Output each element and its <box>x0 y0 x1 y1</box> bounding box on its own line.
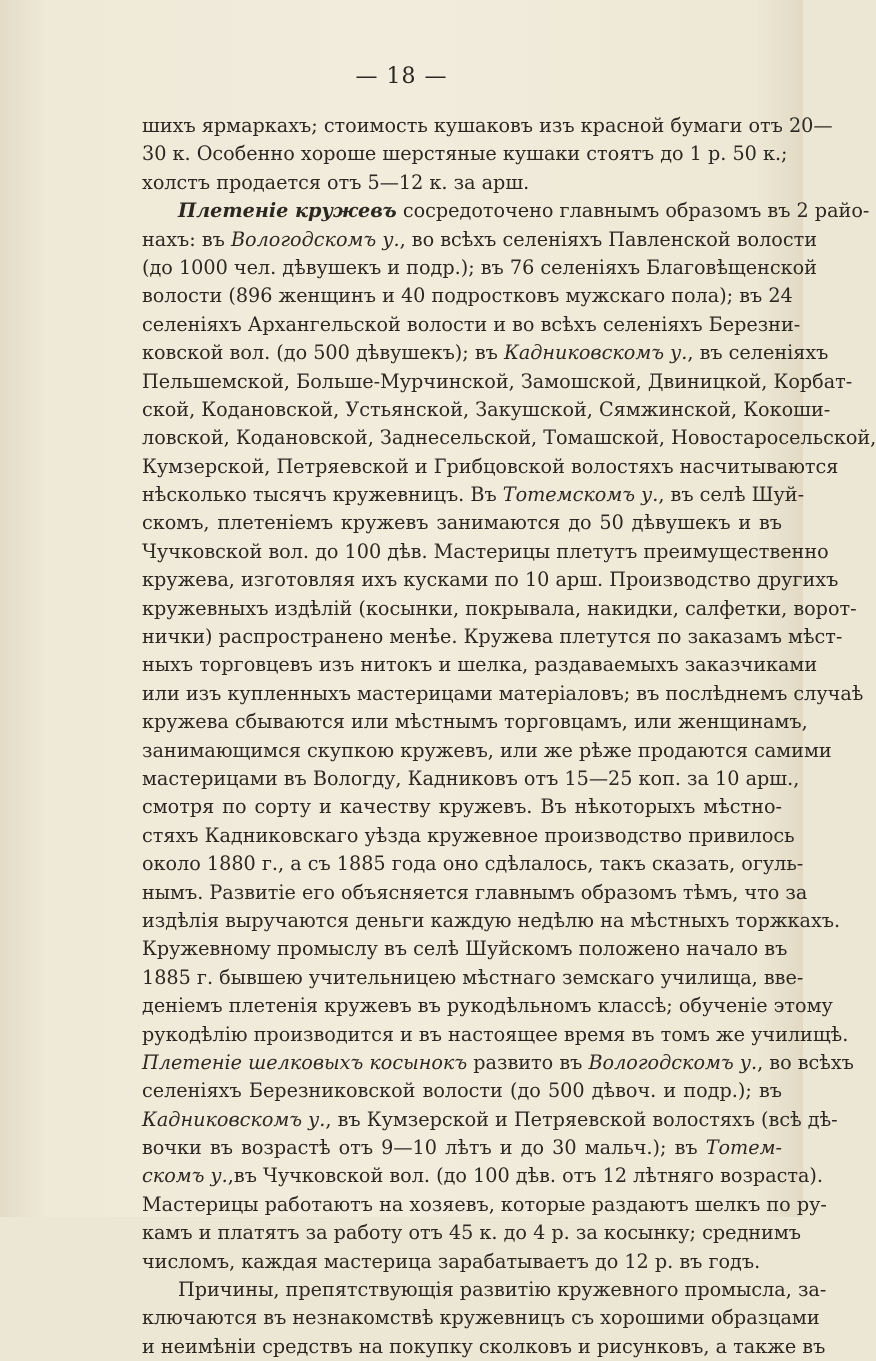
text-line: стяхъ Кадниковскаго уѣзда кружевное производство привилось <box>142 823 795 847</box>
text-line: кружева, изготовляя ихъ кусками по 10 арш. Производство другихъ <box>142 568 839 592</box>
text-line: Плетеніе кружевъ сосредоточено главнымъ образомъ въ 2 райо- <box>178 199 870 223</box>
text-line: кружева сбываются или мѣстнымъ торговцамъ, или женщинамъ, <box>142 710 808 734</box>
text-line: Причины, препятствующія развитію кружевного промысла, за- <box>178 1278 827 1302</box>
text-line: (до 1000 чел. дѣвушекъ и подр.); въ 76 селеніяхъ Благовѣщенской <box>142 255 817 279</box>
text-line: издѣлія выручаются деньги каждую недѣлю на мѣстныхъ торжкахъ. <box>142 908 841 932</box>
text-line: Чучковской вол. до 100 дѣв. Мастерицы плетутъ преимущественно <box>142 539 829 563</box>
text-line: ключаются въ незнакомствѣ кружевницъ съ хорошими образцами <box>142 1306 820 1330</box>
text-line: вочки въ возрастѣ отъ 9—10 лѣтъ и до 30 мальч.); въ Тотем- <box>142 1136 782 1160</box>
text-line: волости (896 женщинъ и 40 подростковъ мужскаго пола); въ 24 <box>142 284 793 308</box>
text-line: Плетеніе шелковыхъ косынокъ развито въ Вологодскомъ у., во всѣхъ <box>142 1050 854 1074</box>
text-line: нѣсколько тысячъ кружевницъ. Въ Тотемскомъ у., въ селѣ Шуй- <box>142 483 805 507</box>
text-line: ской, Кодановской, Устьянской, Закушской, Сямжинской, Кокоши- <box>142 397 831 421</box>
text-line: нички) распространено менѣе. Кружева плетутся по заказамъ мѣст- <box>142 625 843 649</box>
text-line: скомъ, плетеніемъ кружевъ занимаются до 50 дѣвушекъ и въ <box>142 511 782 535</box>
text-line: камъ и платятъ за работу отъ 45 к. до 4 р. за косынку; среднимъ <box>142 1221 801 1245</box>
text-line: скомъ у.,въ Чучковской вол. (до 100 дѣв. отъ 12 лѣтняго возраста). <box>142 1164 824 1188</box>
text-line: Кружевному промыслу въ селѣ Шуйскомъ положено начало въ <box>142 937 788 961</box>
text-line: нымъ. Развитіе его объясняется главнымъ образомъ тѣмъ, что за <box>142 880 808 904</box>
text-line: шихъ ярмаркахъ; стоимость кушаковъ изъ красной бумаги отъ 20— <box>142 114 833 137</box>
text-line: Пельшемской, Больше-Мурчинской, Замошской, Двиницкой, Корбат- <box>142 369 853 393</box>
text-line: нахъ: въ Вологодскомъ у., во всѣхъ селеніяхъ Павленской волости <box>142 227 817 251</box>
page-number: — 18 — <box>355 64 448 89</box>
text-line: или изъ купленныхъ мастерицами матеріаловъ; въ послѣднемъ случаѣ <box>142 681 864 705</box>
text-line: около 1880 г., а съ 1885 года оно сдѣлалось, такъ сказать, огуль- <box>142 852 804 876</box>
text-line: числомъ, каждая мастерица зарабатываетъ до 12 р. въ годъ. <box>142 1249 761 1273</box>
text-line: смотря по сорту и качеству кружевъ. Въ нѣкоторыхъ мѣстно- <box>142 795 782 819</box>
section-heading: Плетеніе шелковыхъ косынокъ <box>142 1050 468 1074</box>
text-line: занимающимся скупкою кружевъ, или же рѣже продаются самими <box>142 738 832 762</box>
text-line: Кумзерской, Петряевской и Грибцовской волостяхъ насчитываются <box>142 454 839 478</box>
text-line: деніемъ плетенія кружевъ въ рукодѣльномъ классѣ; обученіе этому <box>142 994 833 1018</box>
text-line: рукодѣлію производится и въ настоящее время въ томъ же училищѣ. <box>142 1022 849 1046</box>
text-line: Кадниковскомъ у., въ Кумзерской и Петряевской волостяхъ (всѣ дѣ- <box>142 1107 838 1131</box>
text-line: селеніяхъ Березниковской волости (до 500 дѣвоч. и подр.); въ <box>142 1079 782 1103</box>
text-line: 30 к. Особенно хороше шерстяные кушаки стоятъ до 1 р. 50 к.; <box>142 142 788 166</box>
text-line: ныхъ торговцевъ изъ нитокъ и шелка, раздаваемыхъ заказчиками <box>142 653 818 677</box>
body-text <box>142 112 876 1361</box>
text-line: ковской вол. (до 500 дѣвушекъ); въ Кадниковскомъ у., въ селеніяхъ <box>142 341 829 365</box>
text-line: кружевныхъ издѣлій (косынки, покрывала, накидки, салфетки, ворот- <box>142 596 857 620</box>
section-heading: Плетеніе кружевъ <box>178 199 397 223</box>
text-line: мастерицами въ Вологду, Кадниковъ отъ 15—25 коп. за 10 арш., <box>142 766 800 790</box>
text-line: селеніяхъ Архангельской волости и во всѣхъ селеніяхъ Березни- <box>142 312 801 336</box>
text-line: и неимѣніи средствъ на покупку сколковъ и рисунковъ, а также въ <box>142 1334 826 1358</box>
text-line: Мастерицы работаютъ на хозяевъ, которые раздаютъ шелкъ по ру- <box>142 1192 827 1216</box>
text-line: ловской, Кодановской, Заднесельской, Томашской, Новостаросельской, <box>142 426 876 450</box>
text-line: 1885 г. бывшею учительницею мѣстнаго земскаго училища, вве- <box>142 965 804 989</box>
text-line: холстъ продается отъ 5—12 к. за арш. <box>142 170 530 194</box>
